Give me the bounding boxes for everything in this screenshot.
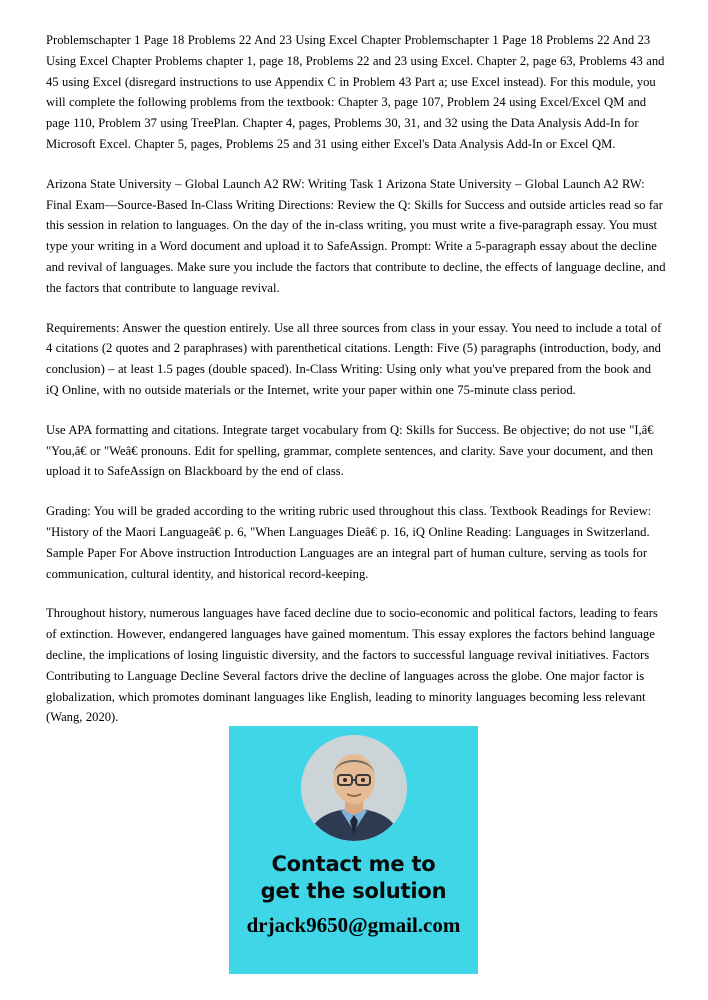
paragraph: Use APA formatting and citations. Integrate target vocabulary from Q: Skills for Success. Be objective; do not use "I,â€ "You,â€ or "Weâ€ pronouns. Edit for spelling, grammar, complete sentences, and clarity. Save your document, and then upload it to SafeAssign on Blackboard by the end of class. bbox=[46, 422, 658, 479]
document-body bbox=[46, 30, 669, 728]
contact-line-1: Contact me to bbox=[271, 852, 436, 876]
contact-overlay-card bbox=[229, 726, 478, 974]
contact-message bbox=[261, 851, 447, 905]
paragraph: Problemschapter 1 Page 18 Problems 22 And 23 Using Excel Chapter Problemschapter 1 Page 18 Problems 22 And 23 Using Excel Chapter Problems chapter 1, page 18, Problems 22 and 23 using Excel. Chapter 2, page 63, Problems 43 and 45 using Excel (disregard instructions to use Appendix C in Problem 43 Part a; use Excel instead). For this module, you will complete the following problems from the textbook: Chapter 3, page 107, Problem 24 using Excel/Excel QM and page 110, Problem 37 using TreePlan. Chapter 4, pages, Problems 30, 31, and 32 using the Data Analysis Add-In for Microsoft Excel. Chapter 5, pages, Problems 25 and 31 using either Excel's Data Analysis Add-In or Excel QM. bbox=[46, 33, 668, 151]
person-photo-icon bbox=[301, 735, 407, 841]
paragraph: Grading: You will be graded according to the writing rubric used throughout this class. Textbook Readings for Review: "History of the Maori Languageâ€ p. 6, "When Languages Dieâ€ p. 16, iQ Online Reading: Languages in Switzerland. Sample Paper For Above instruction Introduction Languages are an integral part of human culture, serving as tools for communication, cultural identity, and historical record-keeping. bbox=[46, 504, 655, 581]
contact-email[interactable]: drjack9650@gmail.com bbox=[246, 913, 461, 937]
avatar bbox=[301, 735, 407, 841]
paragraph: Requirements: Answer the question entirely. Use all three sources from class in your essay. You need to include a total of 4 citations (2 quotes and 2 paraphrases) with parenthetical citations. Length: Five (5) paragraphs (introduction, body, and conclusion) – at least 1.5 pages (double spaced). In-Class Writing: Using only what you've prepared from the book and iQ Online, with no outside materials or the Internet, write your paper within one 75-minute class period. bbox=[46, 320, 665, 397]
paragraph: Arizona State University – Global Launch A2 RW: Writing Task 1 Arizona State University – Global Launch A2 RW: Final Exam—Source-Based In-Class Writing Directions: Review the Q: Skills for Success and outside articles read so far this session in relation to languages. On the day of the in-class writing, you must write a five-paragraph essay. You must type your writing in a Word document and upload it to SafeAssign. Prompt: Write a 5-paragraph essay about the decline and revival of languages. Make sure you include the factors that contribute to decline, the effects of language decline, and the factors that contribute to language revival. bbox=[46, 176, 669, 295]
paragraph: Throughout history, numerous languages have faced decline due to socio-economic and political factors, leading to fears of extinction. However, endangered languages have gained momentum. This essay explores the factors behind language decline, the implications of losing linguistic diversity, and the factors to successful language revival initiatives. Factors Contributing to Language Decline Several factors drive the decline of languages across the globe. One major factor is globalization, which promotes dominant languages like English, leading to minority languages becoming less relevant (Wang, 2020). bbox=[46, 606, 662, 725]
contact-line-2: get the solution bbox=[260, 879, 447, 903]
